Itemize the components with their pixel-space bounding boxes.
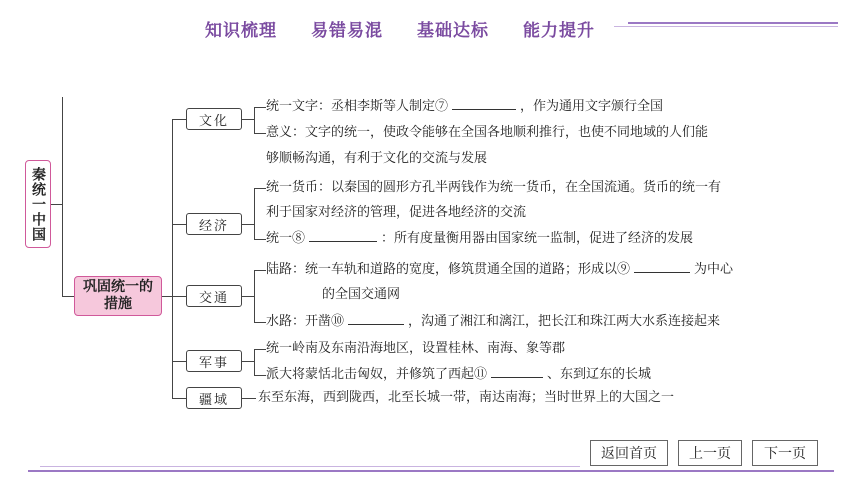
category-economy: 经济 (186, 213, 242, 235)
category-transport: 交通 (186, 285, 242, 307)
main-node: 巩固统一的措施 (74, 276, 162, 316)
leaf-transport-land-cont: 的全国交通网 (322, 287, 401, 302)
next-page-button[interactable]: 下一页 (752, 440, 818, 466)
leaf-text: 统一文字：丞相李斯等人制定⑦ (266, 99, 449, 114)
leaf-transport-water (266, 309, 720, 335)
leaf-text: ：所有度量衡用器由国家统一监制，促进了经济的发展 (381, 231, 694, 246)
leaf-text: 水路：开凿⑩ (266, 314, 345, 329)
answer-blank-11[interactable] (491, 362, 543, 378)
category-culture: 文化 (186, 108, 242, 130)
leaf-text: 陆路：统一车轨和道路的宽度，修筑贯通全国的道路；形成以⑨ (266, 262, 631, 277)
top-divider (628, 22, 838, 24)
nav-knowledge[interactable]: 知识梳理 (205, 21, 277, 41)
answer-blank-7[interactable] (452, 94, 516, 110)
leaf-text: 派大将蒙恬北击匈奴，并修筑了西起⑪ (266, 367, 488, 382)
leaf-transport-land (266, 257, 733, 283)
leaf-text: 统一⑧ (266, 231, 306, 246)
answer-blank-8[interactable] (309, 226, 377, 242)
leaf-text: 、东到辽东的长城 (547, 367, 652, 382)
leaf-economy-currency: 统一货币：以秦国的圆形方孔半两钱作为统一货币，在全国流通。货币的统一有 (266, 180, 722, 195)
nav-basic[interactable]: 基础达标 (417, 21, 489, 41)
home-button[interactable]: 返回首页 (590, 440, 668, 466)
leaf-culture-writing (266, 94, 663, 120)
bottom-divider-thin (40, 466, 580, 467)
category-military: 军事 (186, 350, 242, 372)
leaf-military-south: 统一岭南及东南沿海地区，设置桂林、南海、象等郡 (266, 341, 566, 356)
leaf-culture-significance-cont: 够顺畅沟通，有利于文化的交流与发展 (266, 151, 488, 166)
root-node (25, 160, 51, 248)
nav-mistakes[interactable]: 易错易混 (311, 21, 383, 41)
root-node-label: 秦统一中国 (30, 166, 46, 242)
leaf-text: ，沟通了湘江和漓江，把长江和珠江两大水系连接起来 (408, 314, 721, 329)
leaf-economy-currency-cont: 利于国家对经济的管理，促进各地经济的交流 (266, 205, 527, 220)
leaf-culture-significance: 意义：文字的统一，使政令能够在全国各地顺利推行，也使不同地域的人们能 (266, 125, 709, 140)
leaf-text: ，作为通用文字颁行全国 (520, 99, 664, 114)
top-divider-thin (614, 26, 838, 27)
answer-blank-10[interactable] (348, 309, 404, 325)
leaf-economy-measures (266, 226, 693, 252)
bottom-divider (28, 470, 834, 472)
category-territory: 疆域 (186, 387, 242, 409)
prev-page-button[interactable]: 上一页 (678, 440, 742, 466)
answer-blank-9[interactable] (634, 257, 690, 273)
leaf-text: 为中心 (694, 262, 734, 277)
top-nav (205, 16, 595, 41)
nav-advanced[interactable]: 能力提升 (523, 21, 595, 41)
leaf-territory: 东至东海，西到陇西，北至长城一带，南达南海；当时世界上的大国之一 (258, 390, 675, 405)
